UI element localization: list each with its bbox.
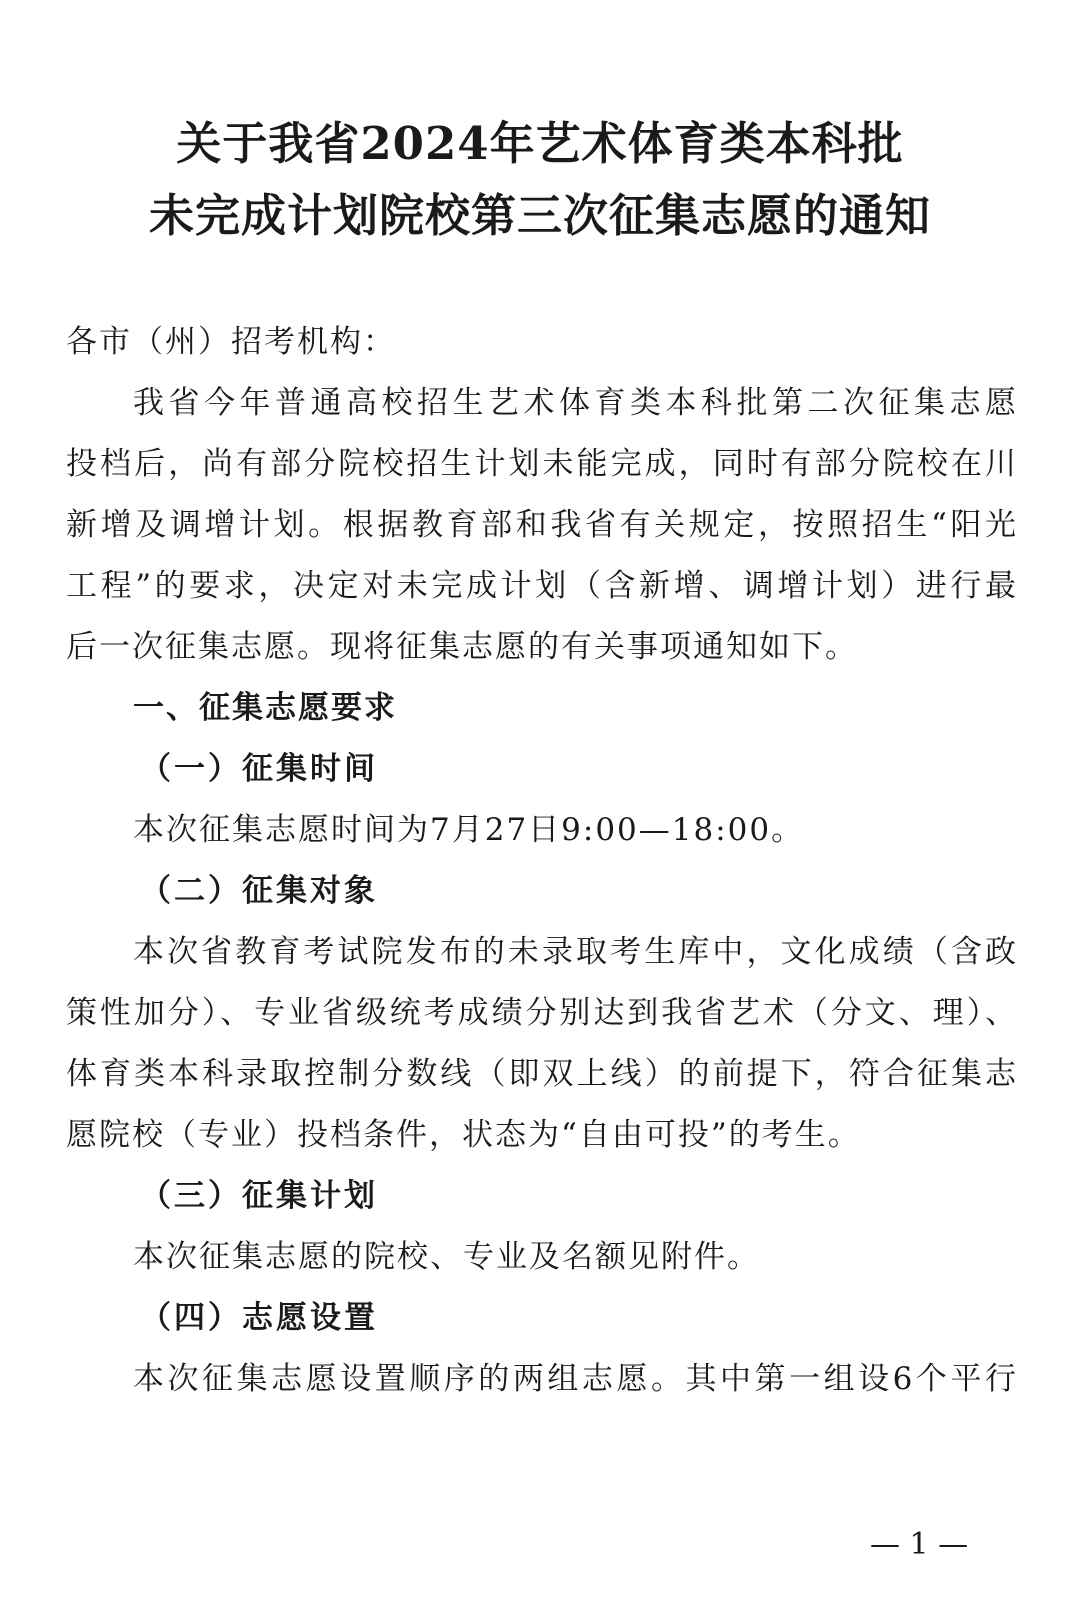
intro-line-4: 工程”的要求，决定对未完成计划（含新增、调增计划）进行最 (66, 568, 1016, 604)
intro-line-2: 投档后，尚有部分院校招生计划未能完成，同时有部分院校在川 (66, 446, 1016, 482)
document-title-line-2: 未完成计划院校第三次征集志愿的通知 (148, 189, 931, 242)
subsection-heading-time: （一）征集时间 (140, 751, 378, 787)
subsection-heading-target: （二）征集对象 (140, 873, 378, 909)
target-line-2: 策性加分）、专业省级统考成绩分别达到我省艺术（分文、理）、 (66, 995, 1016, 1031)
subsection-text-setting: 本次征集志愿设置顺序的两组志愿。其中第一组设6个平行 (133, 1361, 1016, 1397)
intro-line-3: 新增及调增计划。根据教育部和我省有关规定，按照招生“阳光 (66, 507, 1016, 543)
intro-line-1: 我省今年普通高校招生艺术体育类本科批第二次征集志愿 (133, 385, 1016, 421)
section-heading-1: 一、征集志愿要求 (133, 690, 397, 726)
page-number: — 1 — (870, 1527, 969, 1562)
target-line-3: 体育类本科录取控制分数线（即双上线）的前提下，符合征集志 (66, 1056, 1016, 1092)
subsection-heading-setting: （四）志愿设置 (140, 1300, 378, 1336)
document-title-line-1: 关于我省2024年艺术体育类本科批 (176, 117, 904, 170)
salutation: 各市（州）招考机构： (66, 324, 396, 360)
subsection-heading-plan: （三）征集计划 (140, 1178, 378, 1214)
target-line-1: 本次省教育考试院发布的未录取考生库中，文化成绩（含政 (133, 934, 1016, 970)
intro-line-5: 后一次征集志愿。现将征集志愿的有关事项通知如下。 (66, 629, 858, 665)
subsection-text-plan: 本次征集志愿的院校、专业及名额见附件。 (133, 1239, 760, 1275)
target-line-4: 愿院校（专业）投档条件，状态为“自由可投”的考生。 (66, 1117, 861, 1153)
subsection-text-time: 本次征集志愿时间为7月27日9:00—18:00。 (133, 812, 805, 848)
